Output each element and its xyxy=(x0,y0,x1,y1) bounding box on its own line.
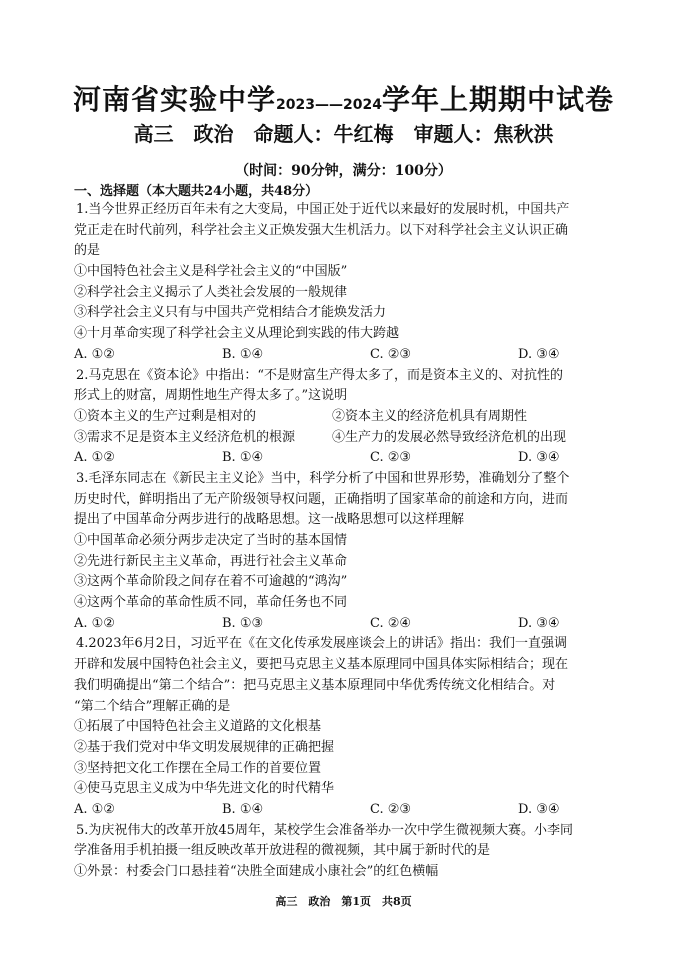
question-text-line: 我们明确提出“第二个结合”：把马克思主义基本原理同中华优秀传统文化相结合。对 xyxy=(74,677,556,693)
question-text-line: 1.当今世界正经历百年未有之大变局，中国正处于近代以来最好的发展时机，中国共产 xyxy=(76,202,570,217)
question-text-line: 历史时代，鲜明指出了无产阶级领导权问题，正确指明了国家革命的前途和方向，进而 xyxy=(74,491,569,507)
answer-options xyxy=(74,800,624,821)
answer-options xyxy=(74,345,624,366)
statement: ①中国革命必须分两步走决定了当时的基本国情 xyxy=(74,533,348,548)
option-b: B. ①④ xyxy=(222,801,264,817)
question-text-line: 提出了中国革命分两步进行的战略思想。这一战略思想可以这样理解 xyxy=(74,512,465,528)
exam-subtitle: 高三 政治 命题人：牛红梅 审题人：焦秋洪 xyxy=(133,122,554,146)
section-heading: 一、选择题（本大题共24小题，共48分） xyxy=(74,184,319,199)
option-c: C. ②④ xyxy=(370,615,412,631)
option-a: A. ①② xyxy=(74,346,115,362)
option-b: B. ①④ xyxy=(222,450,264,466)
page-footer: 高三 政治 第1页 共8页 xyxy=(275,895,412,908)
title-year: 2023——2024 xyxy=(276,97,382,113)
option-c: C. ②③ xyxy=(370,450,412,466)
option-c: C. ②③ xyxy=(370,346,412,362)
statement: ②科学社会主义揭示了人类社会发展的一般规律 xyxy=(74,284,348,300)
questions-body xyxy=(74,200,624,883)
statement: ②资本主义的经济危机具有周期性 xyxy=(332,408,528,424)
question-text-line: 的是 xyxy=(74,243,101,259)
statement: ②先进行新民主主义革命，再进行社会主义革命 xyxy=(74,553,348,569)
option-a: A. ①② xyxy=(74,615,115,631)
question-text-line: 学准备用手机拍摄一组反映改革开放进程的微视频，其中属于新时代的是 xyxy=(74,843,491,859)
option-a: A. ①② xyxy=(74,450,115,466)
statement: ③需求不足是资本主义经济危机的根源 xyxy=(74,429,296,445)
statement: ④生产力的发展必然导致经济危机的出现 xyxy=(332,429,567,445)
answer-options xyxy=(74,614,624,635)
title-school: 河南省实验中学 xyxy=(73,83,277,116)
question-text-line: 3.毛泽东同志在《新民主主义论》当中，科学分析了中国和世界形势，准确划分了整个 xyxy=(76,470,570,486)
statement: ②基于我们党对中华文明发展规律的正确把握 xyxy=(74,739,335,755)
question-text-line: 形式上的财富，周期性地生产得太多了。”这说明 xyxy=(74,388,348,404)
question-2 xyxy=(74,366,624,469)
statement: ①拓展了中国特色社会主义道路的文化根基 xyxy=(74,719,322,735)
option-d: D. ③④ xyxy=(518,450,560,466)
option-d: D. ③④ xyxy=(518,615,560,631)
statement-pair xyxy=(74,428,624,449)
question-1 xyxy=(74,200,624,366)
exam-title xyxy=(0,78,687,118)
question-4 xyxy=(74,634,624,820)
statement: ③科学社会主义只有与中国共产党相结合才能焕发活力 xyxy=(74,305,387,321)
statement: ③坚持把文化工作摆在全局工作的首要位置 xyxy=(74,760,322,776)
question-text-line: 开辟和发展中国特色社会主义，要把马克思主义基本原理同中国具体实际相结合；现在 xyxy=(74,657,569,673)
question-text-line: 党正走在时代前列，科学社会主义正焕发强大生机活力。以下对科学社会主义认识正确 xyxy=(74,222,569,238)
statement: ③这两个革命阶段之间存在着不可逾越的“鸿沟” xyxy=(74,574,348,590)
option-d: D. ③④ xyxy=(518,801,560,817)
question-text-line: 2.马克思在《资本论》中指出：“不是财富生产得太多了，而是资本主义的、对抗性的 xyxy=(76,367,564,383)
option-c: C. ②③ xyxy=(370,801,412,817)
statement: ①外景：村委会门口悬挂着“决胜全面建成小康社会”的红色横幅 xyxy=(74,864,439,879)
statement: ④这两个革命的革命性质不同，革命任务也不同 xyxy=(74,595,348,611)
statement: ①中国特色社会主义是科学社会主义的“中国版” xyxy=(74,264,348,280)
statement-pair xyxy=(74,407,624,428)
option-d: D. ③④ xyxy=(518,346,560,362)
answer-options xyxy=(74,448,624,469)
option-b: B. ①③ xyxy=(222,615,264,631)
exam-time-info: （时间：90分钟，满分：100分） xyxy=(235,163,452,179)
option-a: A. ①② xyxy=(74,801,115,817)
option-b: B. ①④ xyxy=(222,346,264,362)
statement: ④十月革命实现了科学社会主义从理论到实践的伟大跨越 xyxy=(74,326,400,342)
question-text-line: “第二个结合”理解正确的是 xyxy=(74,698,231,714)
question-text-line: 5.为庆祝伟大的改革开放45周年，某校学生会准备举办一次中学生微视频大赛。小李同 xyxy=(76,822,573,838)
statement: ④使马克思主义成为中华先进文化的时代精华 xyxy=(74,781,335,797)
statement: ①资本主义的生产过剩是相对的 xyxy=(74,408,257,424)
question-5 xyxy=(74,821,624,883)
title-term: 学年上期期中试卷 xyxy=(381,83,614,116)
question-3 xyxy=(74,469,624,635)
question-text-line: 4.2023年6月2日，习近平在《在文化传承发展座谈会上的讲话》指出：我们一直强调 xyxy=(76,636,568,652)
